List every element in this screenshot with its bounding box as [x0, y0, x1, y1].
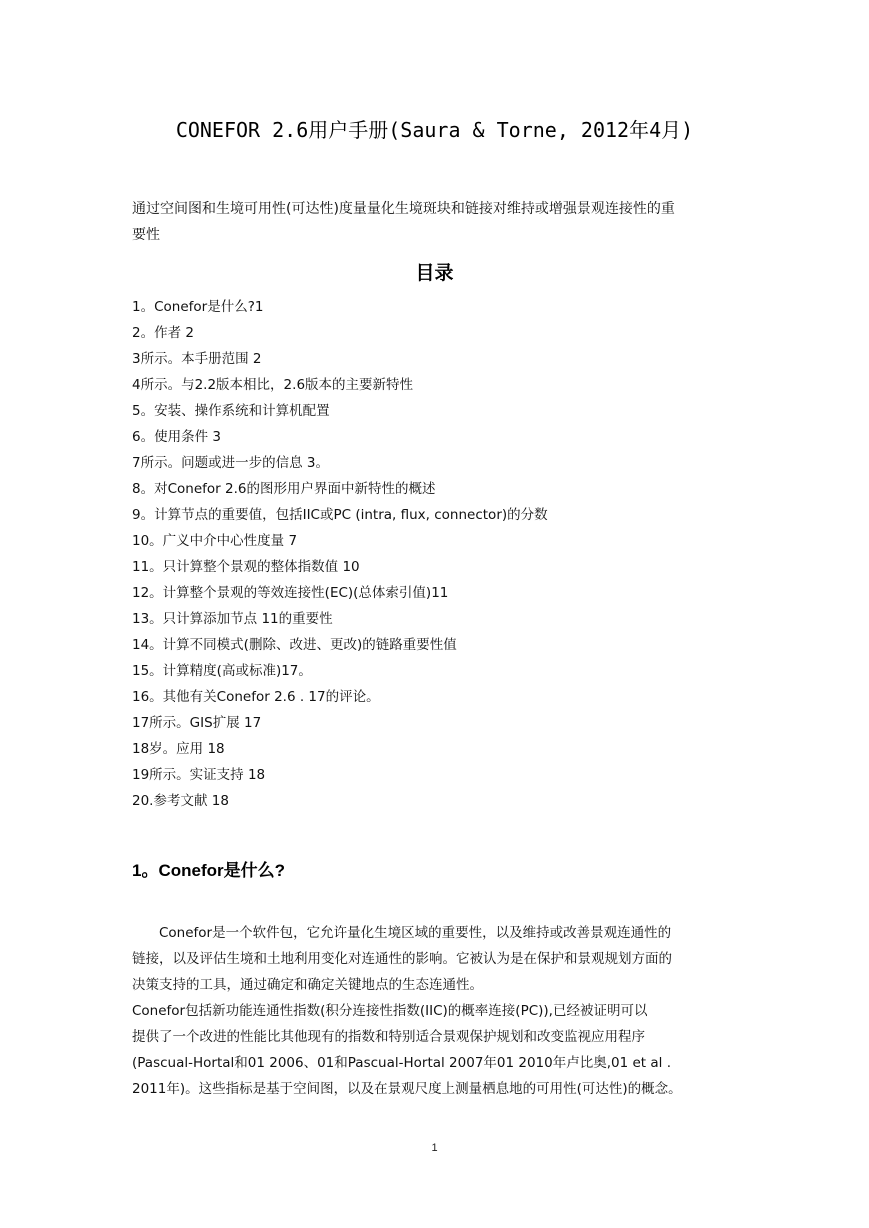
toc-item[interactable]: 6。使用条件 3: [132, 429, 221, 445]
subtitle-line: 通过空间图和生境可用性(可达性)度量量化生境斑块和链接对维持或增强景观连接性的重: [132, 201, 675, 217]
paragraph-line: (Pascual-Hortal和01 2006、01和Pascual-Hortal 2007年01 2010年卢比奥,01 et al .: [132, 1055, 671, 1071]
paragraph-line: 提供了一个改进的性能比其他现有的指数和特别适合景观保护规划和改变监视应用程序: [132, 1029, 645, 1045]
subtitle-line: 要性: [132, 227, 160, 243]
paragraph-line: 决策支持的工具，通过确定和确定关键地点的生态连通性。: [132, 977, 483, 993]
paragraph: [132, 998, 744, 1102]
toc-heading: 目录: [415, 262, 454, 284]
toc-item[interactable]: 4所示。与2.2版本相比，2.6版本的主要新特性: [132, 377, 414, 393]
paragraph-line: 链接，以及评估生境和土地利用变化对连通性的影响。它被认为是在保护和景观规划方面的: [132, 951, 672, 967]
toc-item[interactable]: 15。计算精度(高或标准)17。: [132, 663, 312, 679]
toc-item[interactable]: 10。广义中介中心性度量 7: [132, 533, 298, 549]
toc-item[interactable]: 17所示。GIS扩展 17: [132, 715, 262, 731]
toc-item[interactable]: 3所示。本手册范围 2: [132, 351, 262, 367]
toc-item[interactable]: 16。其他有关Conefor 2.6 . 17的评论。: [132, 689, 380, 705]
section-body: [132, 920, 744, 1102]
toc-item[interactable]: 2。作者 2: [132, 325, 194, 341]
toc-item[interactable]: 11。只计算整个景观的整体指数值 10: [132, 559, 360, 575]
toc-item[interactable]: 8。对Conefor 2.6的图形用户界面中新特性的概述: [132, 481, 436, 497]
document-title: CONEFOR 2.6用户手册(Saura & Torne, 2012年4月): [175, 118, 694, 142]
toc-item[interactable]: 18岁。应用 18: [132, 741, 225, 757]
toc-item[interactable]: 14。计算不同模式(删除、改进、更改)的链路重要性值: [132, 637, 457, 653]
paragraph-line: Conefor是一个软件包，它允许量化生境区域的重要性，以及维持或改善景观连通性的: [159, 925, 672, 941]
paragraph: [132, 946, 744, 998]
toc-item[interactable]: 7所示。问题或进一步的信息 3。: [132, 455, 329, 471]
table-of-contents: [132, 294, 752, 814]
section-heading: 1。Conefor是什么?: [132, 861, 285, 880]
toc-item[interactable]: 13。只计算添加节点 11的重要性: [132, 611, 333, 627]
paragraph: [132, 920, 744, 946]
page-number: 1: [431, 1142, 438, 1154]
paragraph-line: 2011年)。这些指标是基于空间图，以及在景观尺度上测量栖息地的可用性(可达性)的概念。: [132, 1081, 682, 1097]
toc-item[interactable]: 12。计算整个景观的等效连接性(EC)(总体索引值)11: [132, 585, 449, 601]
toc-item[interactable]: 5。安装、操作系统和计算机配置: [132, 403, 330, 419]
toc-item[interactable]: 20.参考文献 18: [132, 793, 229, 809]
paragraph-line: Conefor包括新功能连通性指数(积分连接性指数(IIC)的概率连接(PC)),已经被证明可以: [132, 1003, 648, 1019]
toc-item[interactable]: 19所示。实证支持 18: [132, 767, 266, 783]
toc-item[interactable]: 9。计算节点的重要值，包括IIC或PC (intra, flux, connector)的分数: [132, 507, 548, 523]
toc-item[interactable]: 1。Conefor是什么?1: [132, 299, 264, 315]
document-subtitle: [132, 196, 744, 248]
